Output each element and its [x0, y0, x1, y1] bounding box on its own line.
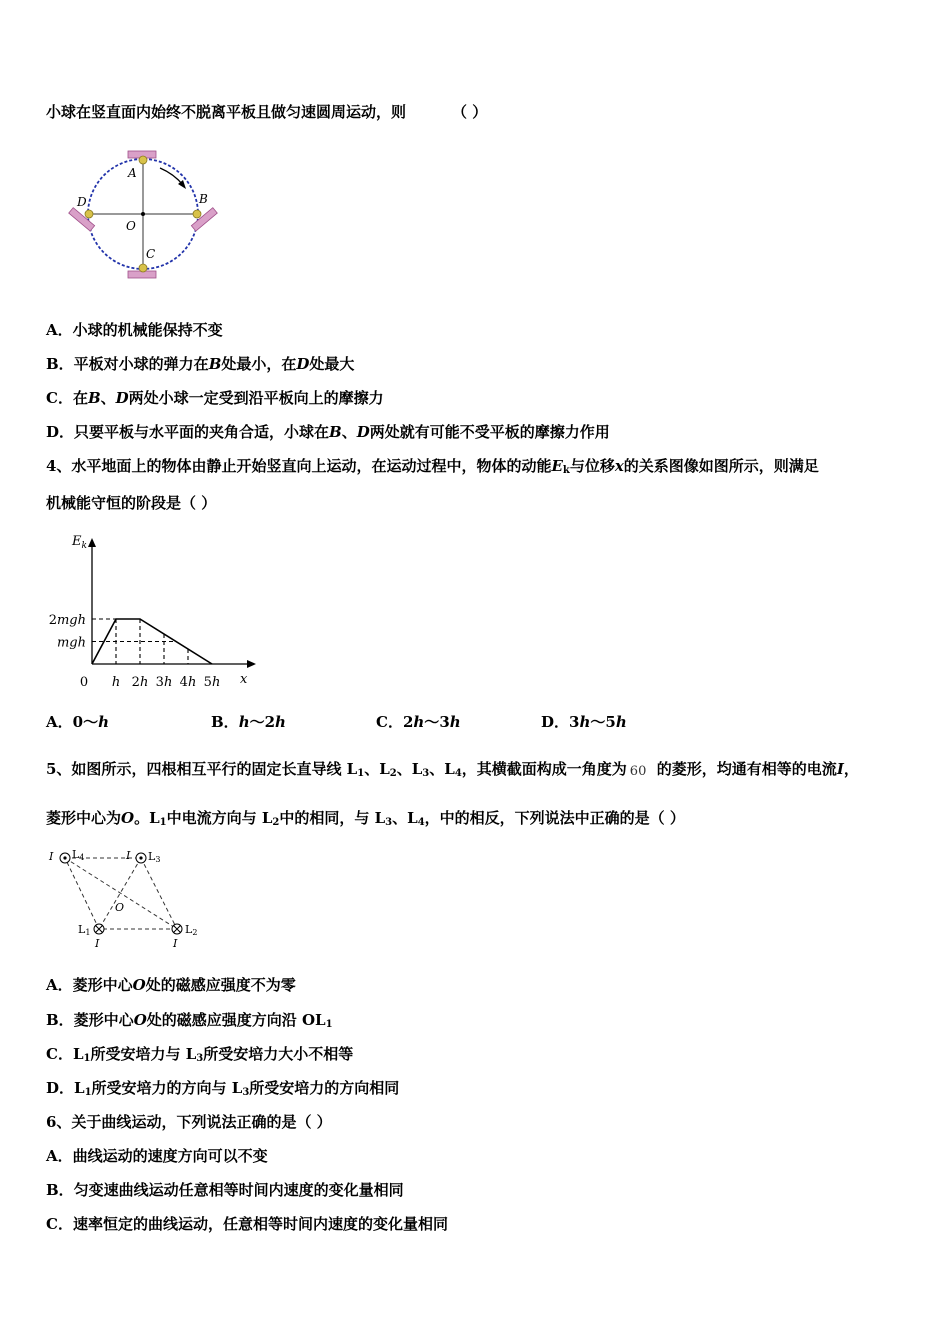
l3-label: L3: [148, 850, 161, 864]
q5-stem-line2: 菱形中心为O。$L_1$中电流方向与 $L_2$中的相同，与 $L_3$、$L_4$，中的相反，下列说法中正确的是（ ）: [46, 809, 685, 828]
diagonal-l3-l1: [99, 858, 141, 929]
label-o: O: [126, 219, 136, 233]
q4-option-a: A．0～h: [46, 713, 109, 731]
ball-c: [139, 264, 147, 272]
x-tick-label: 2h: [131, 675, 149, 690]
l2-label: L2: [185, 923, 198, 937]
rhombus-left-edge: [65, 858, 99, 929]
center-dot: [141, 212, 145, 216]
label-a: A: [128, 166, 137, 180]
label-b: B: [199, 192, 208, 206]
ball-a: [139, 156, 147, 164]
q3-option-b: B．平板对小球的弹力在B处最小，在D处最大: [46, 355, 355, 373]
q3-option-a: A．小球的机械能保持不变: [46, 321, 223, 339]
l3-current-label: I: [126, 849, 131, 862]
q6-stem: 6、关于曲线运动，下列说法正确的是（ ）: [46, 1113, 332, 1131]
q4-option-b: B．h～2h: [211, 713, 286, 731]
rotation-arrow: [160, 168, 183, 185]
x-axis-arrow-icon: [247, 660, 256, 668]
q5-option-d: D．$L_1$所受安培力的方向与 $L_3$所受安培力的方向相同: [46, 1079, 400, 1098]
q6-option-b: B．匀变速曲线运动任意相等时间内速度的变化量相同: [46, 1181, 404, 1199]
wire-l4-dot-icon: [63, 856, 66, 859]
q5-option-a: A．菱形中心O处的磁感应强度不为零: [46, 976, 296, 994]
x-tick-label: 3h: [155, 675, 173, 690]
y-axis-label: $E_k$: [72, 534, 87, 551]
l4-label: L4: [72, 848, 85, 862]
q4-stem-line1: 4、水平地面上的物体由静止开始竖直向上运动，在运动过程中，物体的动能$E_k$与位移x的关系图像如图所示，则满足: [46, 457, 819, 476]
q4-option-d: D．3h～5h: [541, 713, 627, 731]
q5-stem-line1: 5、如图所示，四根相互平行的固定长直导线 $L_1$、$L_2$、$L_3$、$L_4$，其横截面构成一角度为 60 的菱形，均通有相等的电流I，: [46, 759, 859, 784]
l1-current-label: I: [95, 937, 100, 950]
x-tick-label: 4h: [179, 675, 197, 690]
y-tick-label: 2mgh: [48, 613, 86, 628]
q4-ek-x-chart: [40, 528, 270, 693]
rhombus-right-edge: [141, 858, 177, 929]
y-tick-label: mgh: [56, 635, 86, 651]
q3-option-d: D．只要平板与水平面的夹角合适，小球在B、D两处就有可能不受平板的摩擦力作用: [46, 423, 610, 441]
q3-stem: 小球在竖直面内始终不脱离平板且做匀速圆周运动，则 （ ）: [46, 103, 488, 121]
l2-current-label: I: [173, 937, 178, 950]
x-axis-label: x: [240, 672, 248, 687]
ball-b: [193, 210, 201, 218]
label-c: C: [146, 247, 156, 261]
q5-option-c: C．$L_1$所受安培力与 $L_3$所受安培力大小不相等: [46, 1045, 354, 1064]
x-tick-label: 0: [79, 675, 89, 690]
y-axis-arrow-icon: [88, 538, 96, 547]
q6-option-a: A．曲线运动的速度方向可以不变: [46, 1147, 268, 1165]
q3-circle-figure: [66, 144, 226, 284]
l1-label: L1: [78, 923, 91, 937]
label-d: D: [77, 195, 87, 209]
q4-option-c: C．2h～3h: [376, 713, 461, 731]
x-tick-label: 5h: [203, 675, 221, 690]
q6-option-c: C．速率恒定的曲线运动，任意相等时间内速度的变化量相同: [46, 1215, 448, 1233]
angle-60: 60: [629, 764, 647, 779]
q3-option-c: C．在B、D两处小球一定受到沿平板向上的摩擦力: [46, 389, 384, 407]
wire-l3-dot-icon: [139, 856, 142, 859]
q4-stem-line2: 机械能守恒的阶段是（ ）: [46, 494, 217, 512]
q5-option-b: B．菱形中心O处的磁感应强度方向沿 $OL_1$: [46, 1011, 333, 1030]
ball-d: [85, 210, 93, 218]
diagonal-l4-l2: [65, 858, 177, 929]
x-tick-label: h: [111, 675, 121, 690]
q5-rhombus-figure: [46, 843, 216, 953]
center-o-label: O: [115, 901, 125, 914]
l4-current-label: I: [49, 850, 54, 863]
